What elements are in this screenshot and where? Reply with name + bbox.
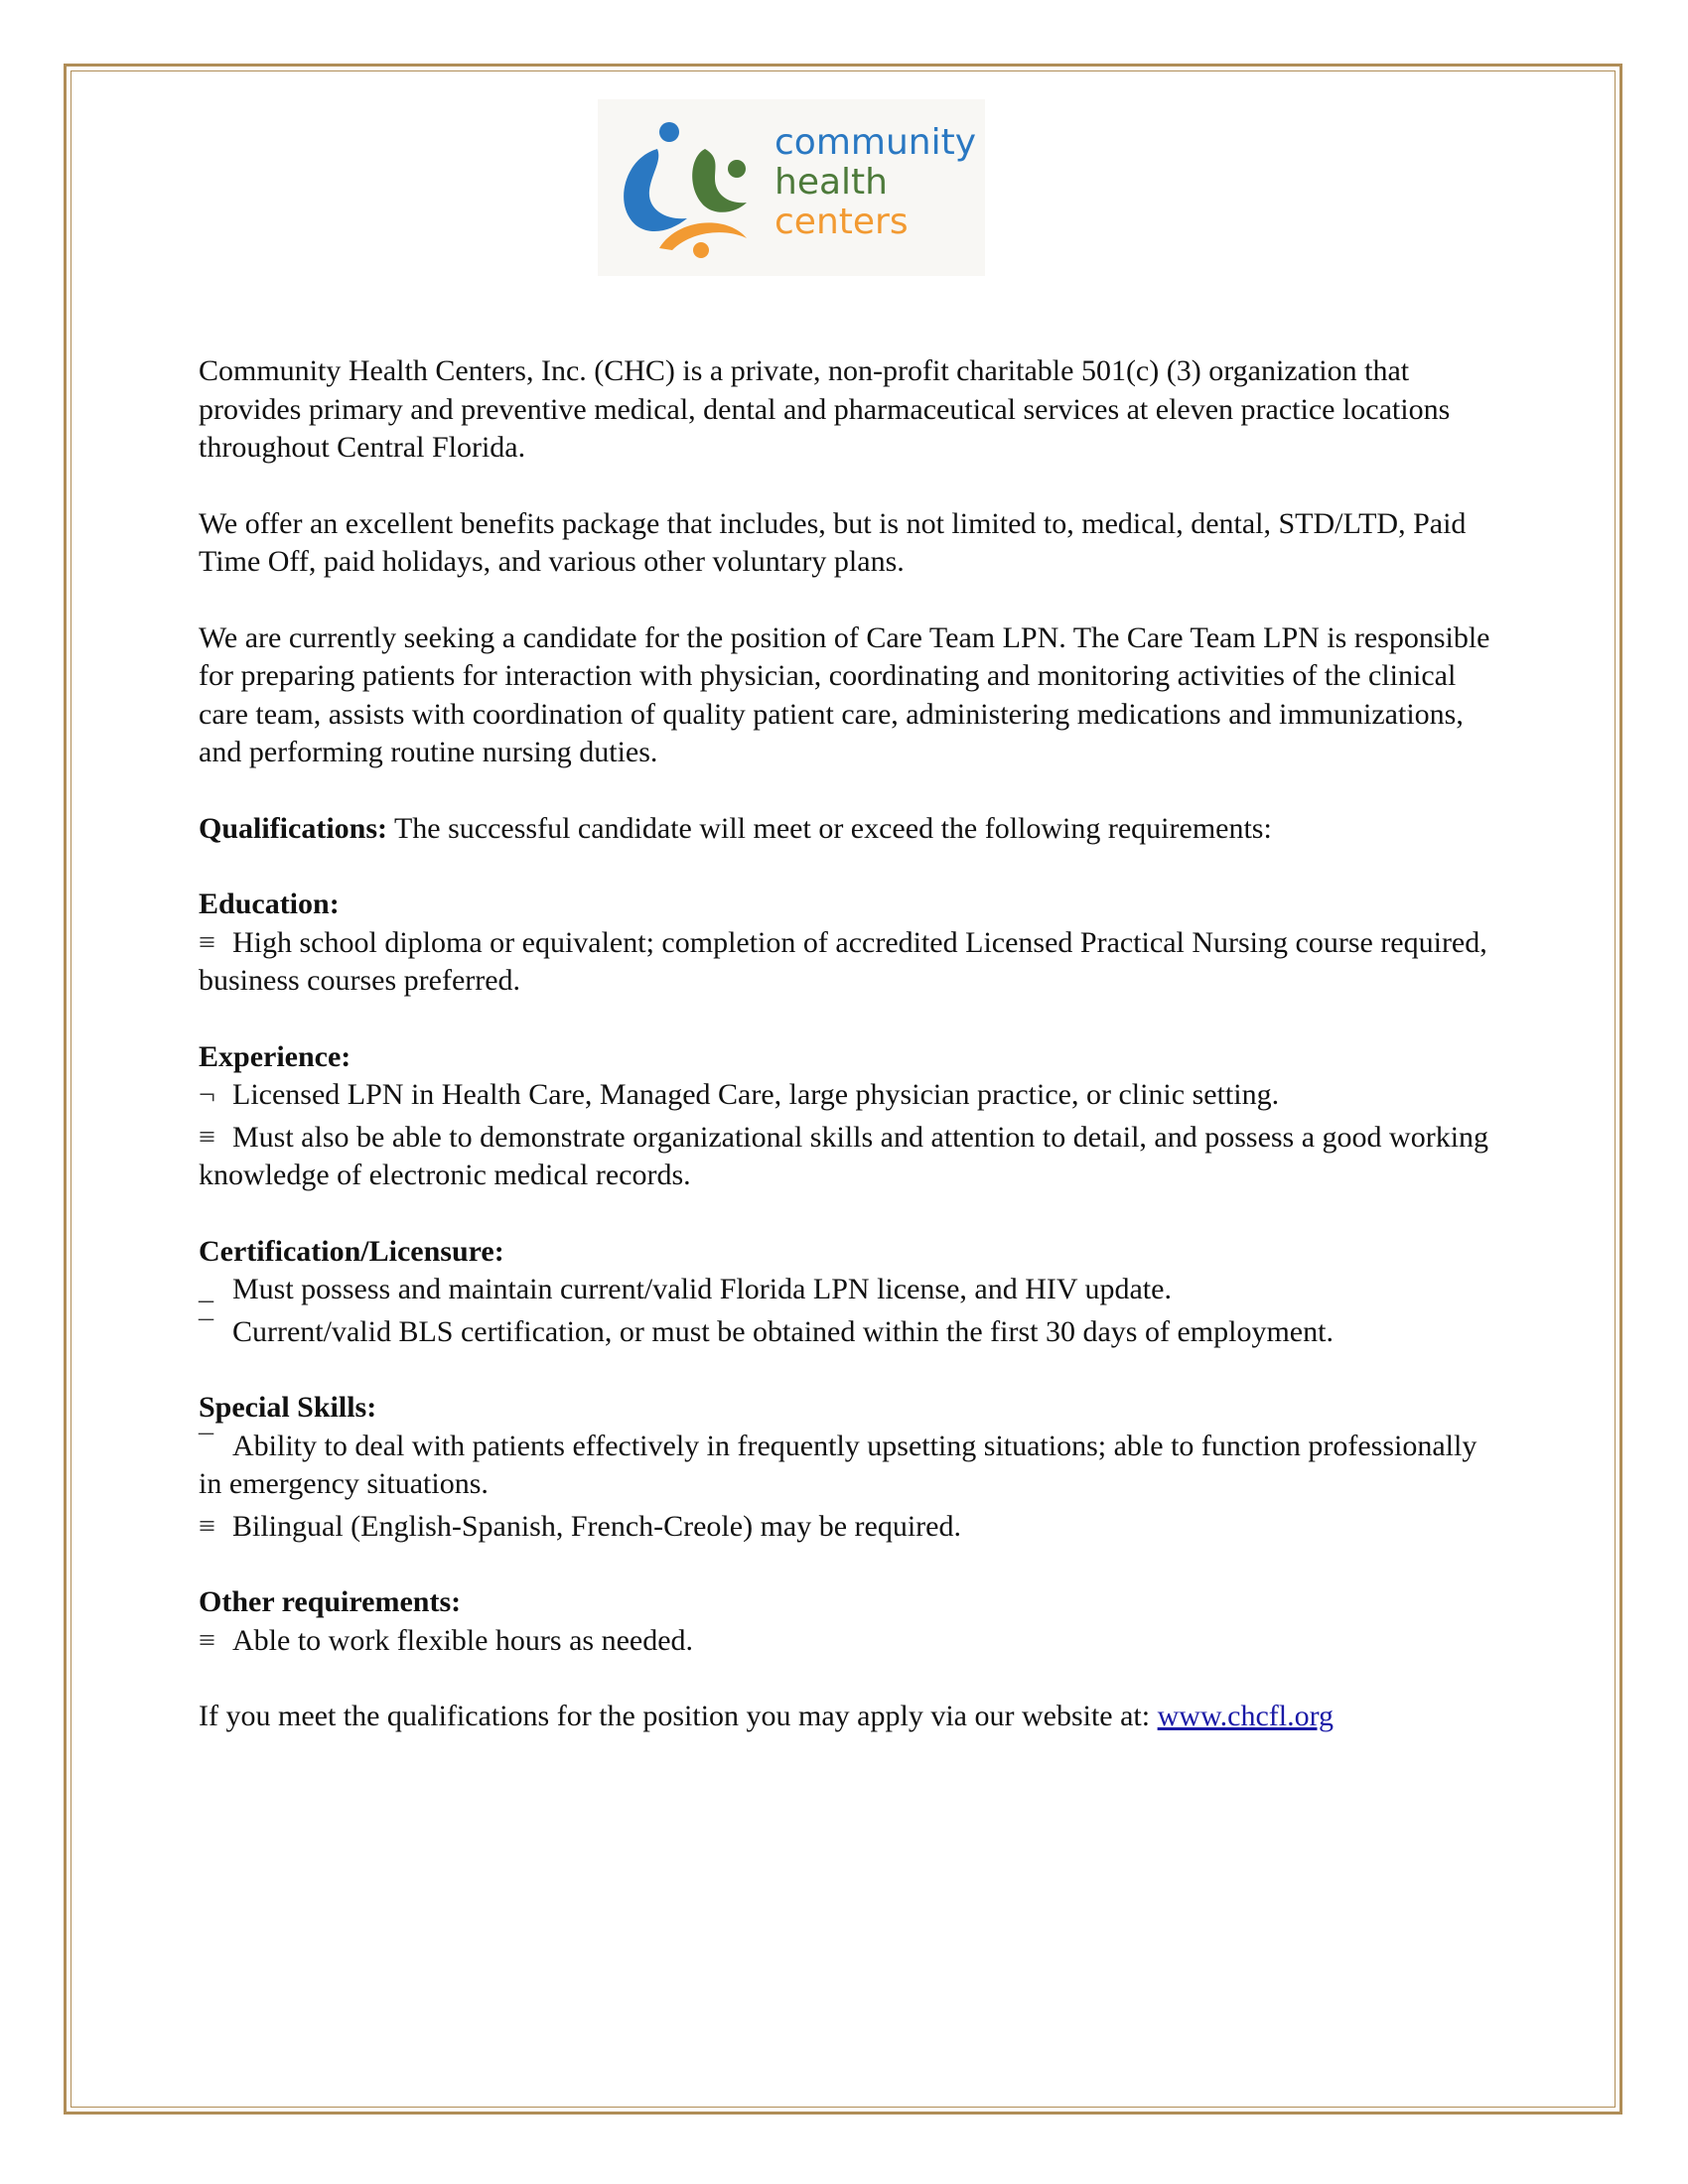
list-item	[199, 1119, 1499, 1195]
section-heading: Certification/Licensure:	[199, 1234, 504, 1268]
bullet-icon: _	[199, 1273, 213, 1305]
section-certification	[199, 1233, 1499, 1352]
list-item	[199, 1076, 1499, 1115]
list-item	[199, 1622, 1499, 1661]
bullet-icon: ≡	[199, 1623, 215, 1657]
bullet-icon: ≡	[199, 925, 215, 959]
qualifications-text: The successful candidate will meet or exceed the following requirements:	[387, 811, 1272, 845]
qualifications-line	[199, 810, 1499, 849]
list-item-text: Must also be able to demonstrate organizational skills and attention to detail, and possess a good working knowledge of electronic medical records.	[199, 1120, 1489, 1191]
closing-line	[199, 1698, 1499, 1736]
section-special-skills	[199, 1389, 1499, 1546]
list-item	[199, 1508, 1499, 1547]
bullet-icon: ¬	[199, 1078, 215, 1111]
intro-paragraph-organization: Community Health Centers, Inc. (CHC) is a private, non-profit charitable 501(c) (3) organization that provides primary and preventive medical, dental and pharmaceutical services at eleven practice locations throughout Central Florida.	[199, 354, 1451, 464]
logo-line-centers: centers	[774, 202, 909, 242]
job-posting-body	[199, 352, 1499, 1736]
list-item-text: Bilingual (English-Spanish, French-Creole) may be required.	[232, 1509, 961, 1543]
bullet-icon: ≡	[199, 1509, 215, 1543]
list-item-text: High school diploma or equivalent; completion of accredited Licensed Practical Nursing course required, business courses preferred.	[199, 925, 1487, 997]
section-heading: Other requirements:	[199, 1585, 462, 1618]
intro-paragraph-benefits: We offer an excellent benefits package that includes, but is not limited to, medical, dental, STD/LTD, Paid Time Off, paid holidays, and various other voluntary plans.	[199, 506, 1467, 578]
list-item-text: Current/valid BLS certification, or must be obtained within the first 30 days of employment.	[232, 1314, 1334, 1348]
logo-figures-icon	[598, 99, 776, 276]
list-item	[199, 924, 1499, 1001]
section-heading: Experience:	[199, 1039, 352, 1073]
chc-logo	[598, 99, 985, 276]
section-experience	[199, 1038, 1499, 1195]
list-item	[199, 1271, 1499, 1309]
bullet-icon: ¯	[199, 1429, 213, 1462]
bullet-icon: ≡	[199, 1120, 215, 1154]
section-heading: Special Skills:	[199, 1391, 377, 1424]
list-item-text: Ability to deal with patients effectively in frequently upsetting situations; able to function professionally in emergency situations.	[199, 1429, 1477, 1500]
intro-paragraph-position: We are currently seeking a candidate for the position of Care Team LPN. The Care Team LPN is responsible for preparing patients for interaction with physician, coordinating and monitoring activities of the clinical care team, assists with coordination of quality patient care, administering medications and immunizations, and performing routine nursing duties.	[199, 620, 1490, 768]
section-heading: Education:	[199, 887, 340, 920]
closing-text: If you meet the qualifications for the position you may apply via our website at:	[199, 1700, 1158, 1732]
section-education	[199, 886, 1499, 1001]
list-item-text: Able to work flexible hours as needed.	[232, 1623, 694, 1657]
list-item	[199, 1428, 1499, 1504]
logo-line-community: community	[774, 122, 977, 163]
list-item	[199, 1313, 1499, 1352]
logo-line-health: health	[774, 162, 888, 203]
section-other-requirements	[199, 1583, 1499, 1660]
logo-wordmark	[774, 123, 976, 242]
qualifications-label: Qualifications:	[199, 811, 388, 845]
list-item-text: Must possess and maintain current/valid Florida LPN license, and HIV update.	[232, 1273, 1172, 1305]
website-link[interactable]: www.chcfl.org	[1157, 1700, 1335, 1732]
list-item-text: Licensed LPN in Health Care, Managed Care, large physician practice, or clinic setting.	[232, 1078, 1280, 1111]
bullet-icon: ¯	[199, 1314, 213, 1348]
